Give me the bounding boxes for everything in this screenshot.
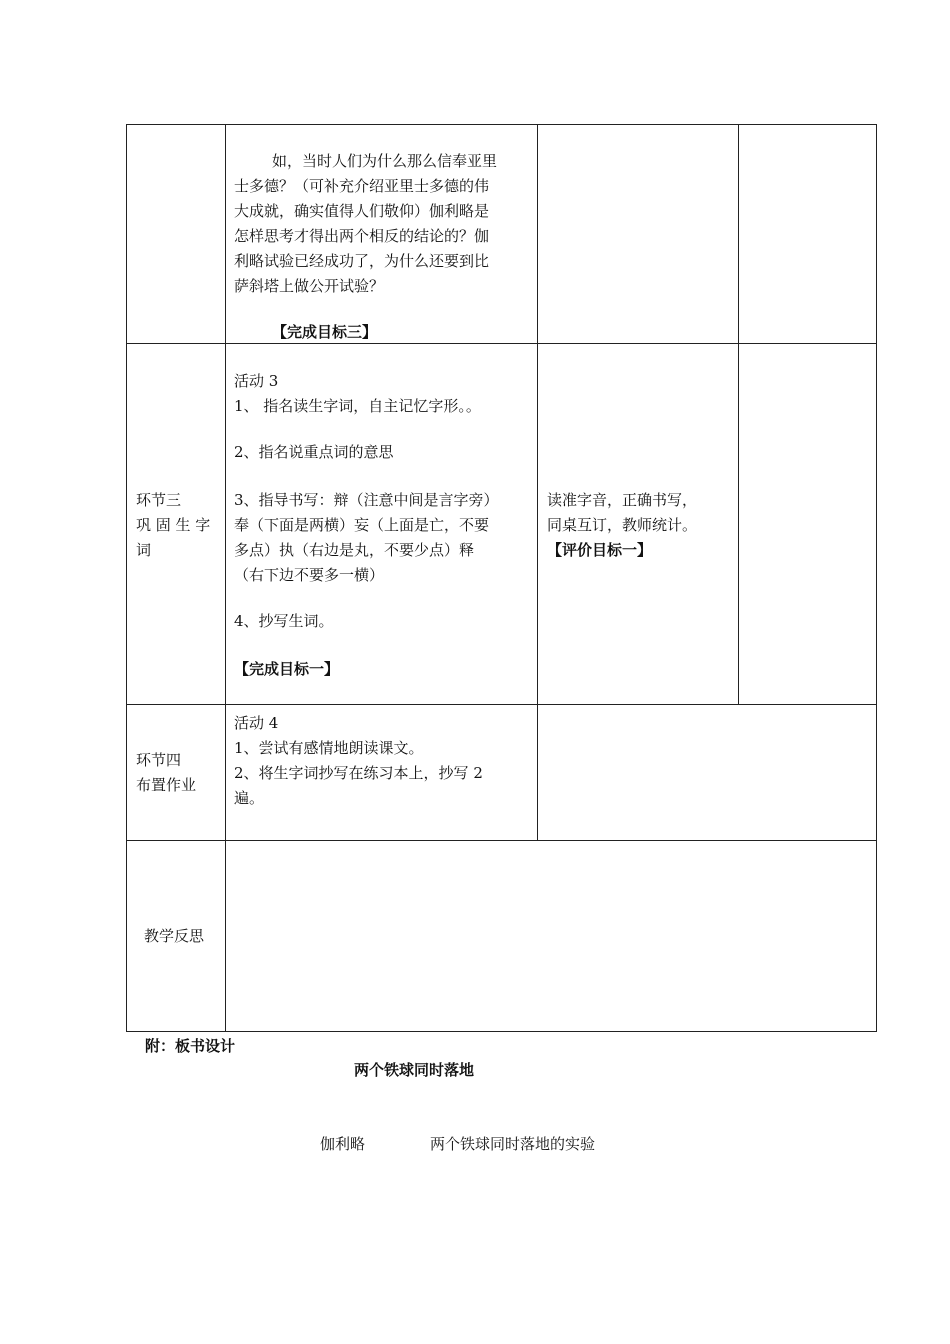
row1-line: 士多德？（可补充介绍亚里士多德的伟 — [234, 177, 490, 195]
activity-step: 3、指导书写：辩（注意中间是言字旁） — [234, 491, 499, 509]
row1-line: 怎样思考才得出两个相反的结论的？伽 — [234, 227, 490, 245]
table-border — [126, 704, 877, 705]
activity-title: 活动 4 — [234, 714, 279, 732]
section-label: 环节三 — [136, 491, 182, 509]
table-border — [126, 1031, 877, 1032]
board-left: 伽利略 — [320, 1135, 366, 1153]
activity-step: 2、指名说重点词的意思 — [234, 443, 394, 461]
board-title: 两个铁球同时落地 — [354, 1061, 475, 1079]
row2-goal: 【完成目标一】 — [234, 660, 340, 678]
row1-line: 大成就，确实值得人们敬仰）伽利略是 — [234, 202, 490, 220]
section-label: 布置作业 — [136, 776, 197, 794]
evaluation-line: 读准字音，正确书写， — [547, 491, 698, 509]
table-border — [738, 124, 739, 705]
activity-title: 活动 3 — [234, 372, 279, 390]
activity-step: 2、将生字词抄写在练习本上，抄写 2 — [234, 764, 483, 782]
table-border — [126, 343, 877, 344]
section-label: 词 — [136, 541, 152, 559]
activity-step: 1、尝试有感情地朗读课文。 — [234, 739, 424, 757]
row1-goal: 【完成目标三】 — [272, 323, 378, 341]
appendix-label: 附：板书设计 — [145, 1037, 236, 1055]
section-label: 环节四 — [136, 751, 182, 769]
table-border — [876, 124, 877, 1032]
table-border — [126, 124, 877, 125]
table-border — [225, 124, 226, 1032]
row1-line: 萨斜塔上做公开试验？ — [234, 277, 385, 295]
activity-step: 奉（下面是两横）妄（上面是亡，不要 — [234, 516, 490, 534]
table-border — [126, 124, 127, 1032]
activity-step: 多点）执（右边是丸，不要少点）释 — [234, 541, 475, 559]
activity-step: （右下边不要多一横） — [234, 566, 385, 584]
row1-line: 利略试验已经成功了，为什么还要到比 — [234, 252, 490, 270]
activity-step: 4、抄写生词。 — [234, 612, 334, 630]
board-right: 两个铁球同时落地的实验 — [430, 1135, 596, 1153]
table-border — [537, 124, 538, 841]
activity-step: 遍。 — [234, 789, 265, 807]
evaluation-goal: 【评价目标一】 — [547, 541, 653, 559]
table-border — [126, 840, 877, 841]
section-label: 巩 固 生 字 — [136, 516, 211, 534]
evaluation-line: 同桌互订，教师统计。 — [547, 516, 698, 534]
activity-step: 1、 指名读生字词，自主记忆字形。。 — [234, 397, 481, 415]
reflection-label: 教学反思 — [144, 927, 205, 945]
row1-line: 如，当时人们为什么那么信奉亚里 — [272, 152, 498, 170]
